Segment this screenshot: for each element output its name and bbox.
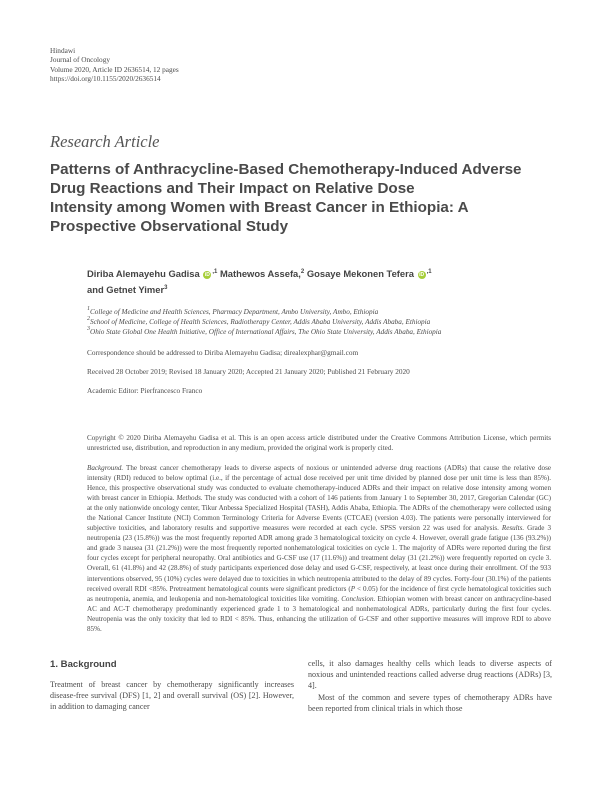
title-line: Drug Reactions and Their Impact on Relative Dose xyxy=(50,180,415,197)
body-column-right xyxy=(308,658,552,714)
title-line: Patterns of Anthracycline-Based Chemotherapy-Induced Adverse xyxy=(50,161,522,178)
author-name[interactable]: Diriba Alemayehu Gadisa xyxy=(87,268,200,279)
orcid-icon[interactable]: iD xyxy=(204,272,210,278)
affiliation: $^2$School of Medicine, College of Health Sciences, Radiotherapy Center, Addis Ababa University, Addis Ababa, Ethiopia xyxy=(87,315,431,326)
article-title xyxy=(50,160,570,236)
author-affil-sup: ,1 xyxy=(426,269,432,275)
affiliation: $^1$College of Medicine and Health Sciences, Pharmacy Department, Ambo University, Ambo, Ethiopia xyxy=(87,306,379,316)
abstract-results-text: Grade 3 neutropenia (23 (15.8%)) was the most frequently reported ADR among grade 3 hematological toxicity on cycle 4. However, overall grade fatigue (136 (93.2%)) and grade 3 nausea (31 (21.2%)) were the most frequently reported nonhematological toxicities on cycle 1. The majority of ADRs were reported during the first four cycles except for peripheral neuropathy. Oral antibiotics and G-CSF use (17 (11.6%)) and treatment delay (31 (21.2%)) were frequently reported on cycle 3. Overall, 61 (41.8%) and 42 (28.8%) of study participants experienced dose delay and used G-CSF, respectively, at least once during their enrollment. Of the 933 interventions observed, 95 (10%) cycles were delayed due to toxicities in which neutropenia attributed to the delay of 89 cycles. Forty-four (30.1%) of the patients received overall RDI <85%. Pretreatment hematological counts were significant predictors ( xyxy=(87,524,551,593)
body-column-left xyxy=(50,679,294,713)
dates: Received 28 October 2019; Revised 18 January 2020; Accepted 21 January 2020; Published 21 February 2020 xyxy=(87,367,410,376)
orcid-icon[interactable]: iD xyxy=(419,272,425,278)
abstract-results-label: Results. xyxy=(501,524,525,533)
author-name[interactable]: Getnet Yimer xyxy=(106,284,165,295)
affiliations xyxy=(87,308,441,338)
publisher: Hindawi xyxy=(50,46,76,55)
title-line: Intensity among Women with Breast Cancer in Ethiopia: A xyxy=(50,199,469,216)
abstract-conclusion-text: Ethiopian women with breast cancer on anthracycline-based AC and AC-T chemotherapy predominantly experienced grade 1 to 3 hematological and nonhematological ADRs, particularly during the first four cycles. Neutropenia was the only toxicity that led to RDI < 85%. Thus, enhancing the utilization of G-CSF and other supportive measures will improve RDI to above 85%. xyxy=(87,594,551,633)
title-line: Prospective Observational Study xyxy=(50,218,289,235)
journal-info xyxy=(50,46,179,83)
article-type: Research Article xyxy=(50,132,160,151)
paragraph: Treatment of breast cancer by chemotherapy significantly increases disease-free survival (DFS) [1, 2] and overall survival (OS) [2]. However, in addition to damaging cancer xyxy=(50,680,294,712)
paragraph: cells, it also damages healthy cells which leads to diverse aspects of noxious and unintended reactions called adverse drug reactions (ADRs) [3, 4]. xyxy=(308,659,552,691)
doi-link[interactable]: https://doi.org/10.1155/2020/2636514 xyxy=(50,73,161,83)
and-word: and xyxy=(87,284,104,295)
p-symbol: P xyxy=(350,584,356,593)
abstract-results-text-cont: < 0.05) for the incidence of first cycle hematological toxicities such as neutropenia, anemia, and leukopenia and non-hematological toxicities like vomiting. xyxy=(87,584,552,603)
paragraph: Most of the common and severe types of chemotherapy ADRs have been reported from clinical trials in which those xyxy=(308,692,552,713)
journal-name: Journal of Oncology xyxy=(50,55,110,65)
section-heading: 1. Background xyxy=(50,659,117,670)
academic-editor: Academic Editor: Pierfrancesco Franco xyxy=(87,386,203,395)
volume-line: Volume 2020, Article ID 2636514, 12 pages xyxy=(50,64,179,74)
abstract-background-text: The breast cancer chemotherapy leads to diverse aspects of noxious or unintended adverse drug reactions (ADRs) that cause the relative dose intensity (RDI) reduced to below optimal (i.e., if the percentage of actual dose received per unit time divided by planned dose per unit time is less than 85%). Hence, this prospective observational study was conducted to evaluate chemotherapy-induced ADRs and their impact on relative dose intensity among women with breast cancer in Ethiopia. xyxy=(87,464,551,503)
author-list xyxy=(87,266,432,298)
author-affil-sup: 2 xyxy=(300,269,305,275)
author-affil-sup: ,1 xyxy=(212,269,218,275)
author-affil-sup: 3 xyxy=(164,285,168,291)
abstract xyxy=(87,463,551,634)
abstract-methods-label: Methods. xyxy=(176,494,203,503)
abstract-background-label: Background. xyxy=(87,464,124,472)
correspondence: Correspondence should be addressed to Diriba Alemayehu Gadisa; direalexphar@gmail.com xyxy=(87,348,359,357)
affiliation: $^3$Ohio State Global One Health Initiative, Office of International Affairs, The Ohio State University, Addis Ababa, Ethiopia xyxy=(87,325,442,336)
abstract-methods-text: The study was conducted with a cohort of 146 patients from January 1 to September 30, 2017, Gregorian Calendar (GC) at the only nationwide oncology center, Tikur Anbessa Specialized Hospital (TASH), Addis Ababa, Ethiopia. The ADRs of the chemotherapy were collected using the National Cancer Institute (NCI) Common Terminology Criteria for Adverse Events (CTCAE) (version 4.03). The patients were personally interviewed for subjective toxicities, and laboratory results and supportive measures were recorded at each cycle. SPSS version 22 was used for analysis. xyxy=(87,494,551,533)
abstract-conclusion-label: Conclusion. xyxy=(341,594,376,603)
author-name[interactable]: Mathewos Assefa, xyxy=(219,268,301,279)
copyright: Copyright © 2020 Diriba Alemayehu Gadisa et al. This is an open access article distributed under the Creative Commons Attribution License, which permits unrestricted use, distribution, and reproduction in any medium, provided the original work is properly cited. xyxy=(87,434,551,453)
author-name[interactable]: Gosaye Mekonen Tefera xyxy=(306,268,415,279)
